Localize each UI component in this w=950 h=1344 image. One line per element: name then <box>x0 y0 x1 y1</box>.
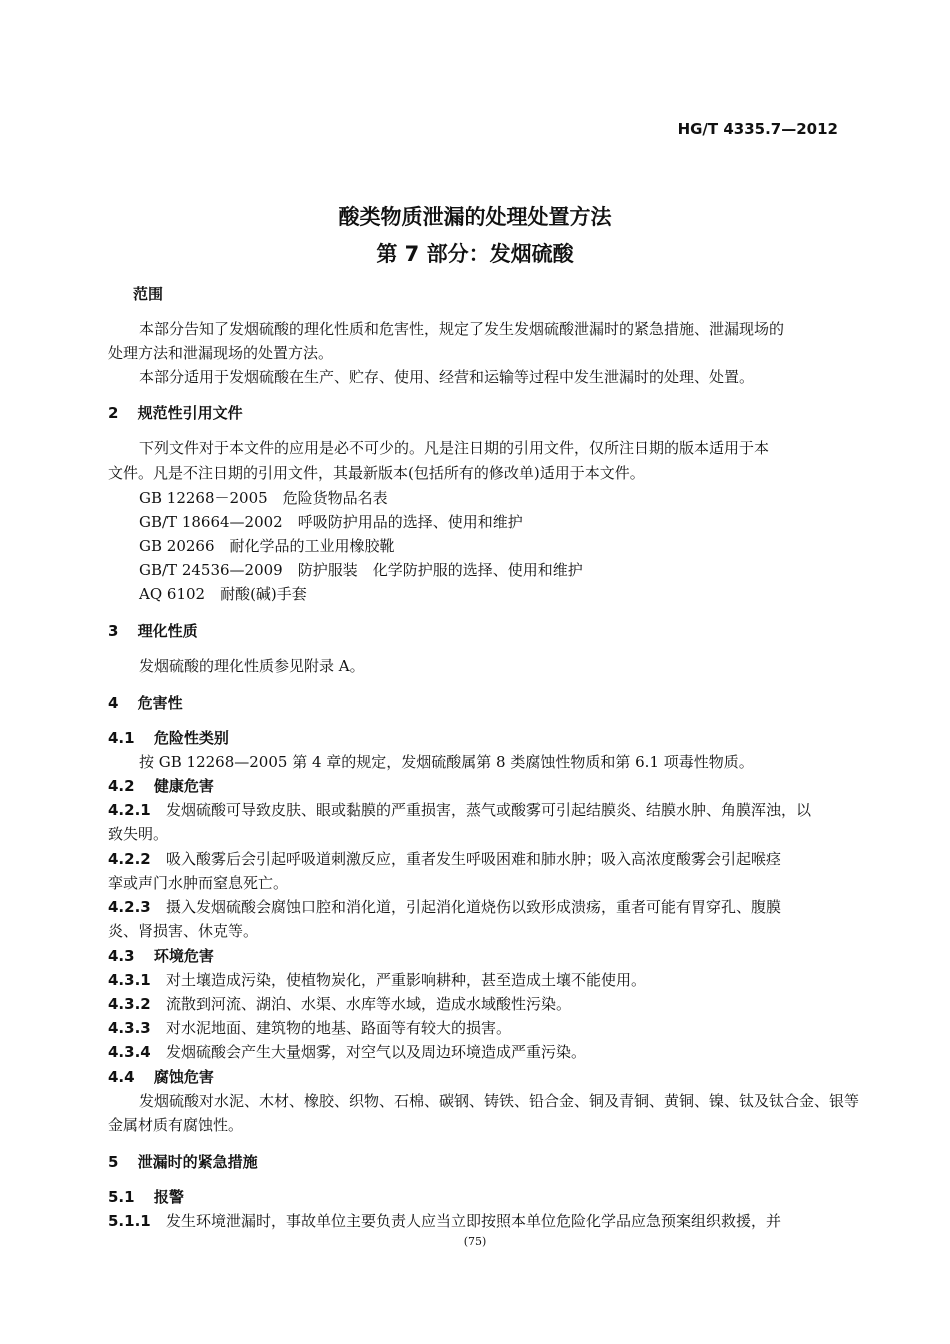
section-3-title: 理化性质 <box>137 622 198 640</box>
clause-number: 4.2.3 <box>108 898 151 916</box>
clause-text: 摄入发烟硫酸会腐蚀口腔和消化道，引起消化道烧伤以致形成溃疡，重者可能有胃穿孔、腹膜 <box>166 898 782 916</box>
section-4-3-heading <box>108 945 214 966</box>
section-5-heading <box>108 1151 258 1172</box>
section-5-1-title: 报警 <box>153 1188 184 1206</box>
section-3-paragraph: 发烟硫酸的理化性质参见附录 A。 <box>139 657 365 675</box>
section-2-paragraph-line-2: 文件。凡是不注日期的引用文件，其最新版本(包括所有的修改单)适用于本文件。 <box>108 464 645 482</box>
section-5-number: 5 <box>108 1153 119 1171</box>
section-3-heading <box>108 620 198 641</box>
section-4-heading <box>108 692 183 713</box>
clause-text: 发生环境泄漏时，事故单位主要负责人应当立即按照本单位危险化学品应急预案组织救援，并 <box>166 1212 782 1230</box>
clause-text: 流散到河流、湖泊、水渠、水库等水域，造成水域酸性污染。 <box>166 995 572 1013</box>
section-4-3-number: 4.3 <box>108 947 135 965</box>
clause-4-2-2-line-2: 挛或声门水肿而窒息死亡。 <box>108 874 289 892</box>
section-3-number: 3 <box>108 622 119 640</box>
reference-item: GB 12268－2005 危险货物品名表 <box>139 489 388 507</box>
section-1-heading: 范围 <box>133 285 164 303</box>
clause-number: 4.2.2 <box>108 850 151 868</box>
clause-number: 4.3.4 <box>108 1043 151 1061</box>
clause-text: 发烟硫酸会产生大量烟雾，对空气以及周边环境造成严重污染。 <box>166 1043 587 1061</box>
reference-item: GB/T 18664—2002 呼吸防护用品的选择、使用和维护 <box>139 513 523 531</box>
clause-4-3-3 <box>108 1017 511 1038</box>
section-4-1-number: 4.1 <box>108 729 135 747</box>
clause-4-2-3-line-2: 炎、肾损害、休克等。 <box>108 922 259 940</box>
section-4-4-paragraph-line-1: 发烟硫酸对水泥、木材、橡胶、织物、石棉、碳钢、铸铁、铅合金、铜及青铜、黄铜、镍、钛及钛合金、银等 <box>139 1092 860 1110</box>
clause-text: 对水泥地面、建筑物的地基、路面等有较大的损害。 <box>166 1019 512 1037</box>
section-4-2-number: 4.2 <box>108 777 135 795</box>
clause-number: 4.2.1 <box>108 801 151 819</box>
section-4-4-heading <box>108 1066 214 1087</box>
clause-number: 4.3.1 <box>108 971 151 989</box>
section-4-4-paragraph-line-2: 金属材质有腐蚀性。 <box>108 1116 244 1134</box>
document-title: 酸类物质泄漏的处理处置方法 <box>338 205 612 229</box>
clause-4-3-1 <box>108 969 646 990</box>
section-1-paragraph-1-line-1: 本部分告知了发烟硫酸的理化性质和危害性，规定了发生发烟硫酸泄漏时的紧急措施、泄漏现场的 <box>139 320 785 338</box>
clause-number: 5.1.1 <box>108 1212 151 1230</box>
clause-4-3-2 <box>108 993 571 1014</box>
page-number: (75) <box>463 1235 487 1248</box>
section-4-1-paragraph: 按 GB 12268—2005 第 4 章的规定，发烟硫酸属第 8 类腐蚀性物质和第 6.1 项毒性物质。 <box>139 753 754 771</box>
clause-text: 发烟硫酸可导致皮肤、眼或黏膜的严重损害，蒸气或酸雾可引起结膜炎、结膜水肿、角膜浑浊，以 <box>166 801 812 819</box>
reference-item: AQ 6102 耐酸(碱)手套 <box>139 585 307 603</box>
section-1-paragraph-1-line-2: 处理方法和泄漏现场的处置方法。 <box>108 344 334 362</box>
clause-4-2-3-line-1 <box>108 896 781 917</box>
section-4-1-heading <box>108 727 229 748</box>
section-5-title: 泄漏时的紧急措施 <box>137 1153 258 1171</box>
section-2-paragraph-line-1: 下列文件对于本文件的应用是必不可少的。凡是注日期的引用文件，仅所注日期的版本适用于本 <box>139 439 770 457</box>
section-4-number: 4 <box>108 694 119 712</box>
section-1-paragraph-2: 本部分适用于发烟硫酸在生产、贮存、使用、经营和运输等过程中发生泄漏时的处理、处置。 <box>139 368 755 386</box>
section-5-1-number: 5.1 <box>108 1188 135 1206</box>
standard-code: HG/T 4335.7—2012 <box>677 120 838 138</box>
section-2-title: 规范性引用文件 <box>137 404 243 422</box>
section-4-4-title: 腐蚀危害 <box>153 1068 214 1086</box>
section-4-2-title: 健康危害 <box>153 777 214 795</box>
section-4-3-title: 环境危害 <box>153 947 214 965</box>
section-2-heading <box>108 402 243 423</box>
document-subtitle: 第 7 部分：发烟硫酸 <box>376 242 574 266</box>
section-2-number: 2 <box>108 404 119 422</box>
section-4-1-title: 危险性类别 <box>153 729 229 747</box>
section-4-2-heading <box>108 775 214 796</box>
section-4-4-number: 4.4 <box>108 1068 135 1086</box>
clause-number: 4.3.2 <box>108 995 151 1013</box>
clause-text: 对土壤造成污染，使植物炭化，严重影响耕种，甚至造成土壤不能使用。 <box>166 971 647 989</box>
clause-4-2-1-line-2: 致失明。 <box>108 825 169 843</box>
section-4-title: 危害性 <box>137 694 183 712</box>
clause-4-2-2-line-1 <box>108 848 781 869</box>
clause-4-3-4 <box>108 1041 586 1062</box>
section-5-1-heading <box>108 1186 184 1207</box>
reference-item: GB 20266 耐化学品的工业用橡胶靴 <box>139 537 395 555</box>
clause-4-2-1-line-1 <box>108 799 811 820</box>
clause-text: 吸入酸雾后会引起呼吸道刺激反应，重者发生呼吸困难和肺水肿；吸入高浓度酸雾会引起喉痉 <box>166 850 782 868</box>
clause-5-1-1 <box>108 1210 781 1231</box>
reference-item: GB/T 24536—2009 防护服装 化学防护服的选择、使用和维护 <box>139 561 583 579</box>
clause-number: 4.3.3 <box>108 1019 151 1037</box>
